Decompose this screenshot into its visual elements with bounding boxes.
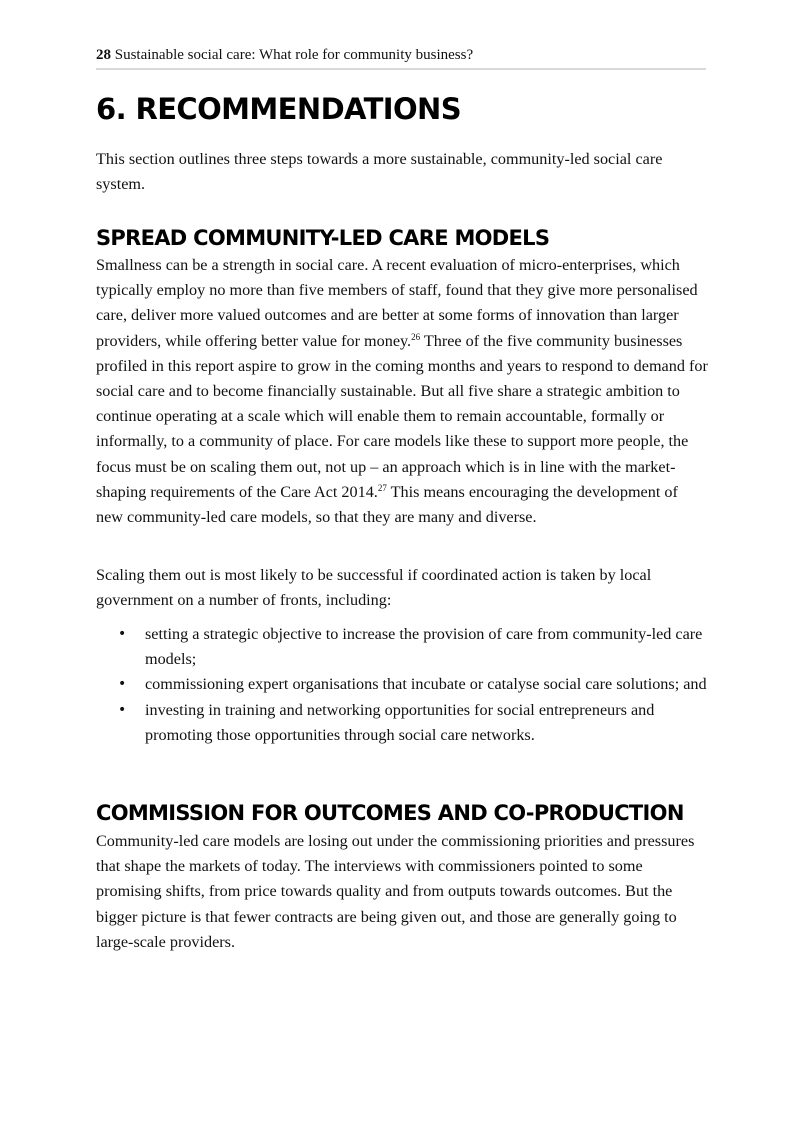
list-item-text: investing in training and networking opportunities for social entrepreneurs and promoting those opportunities through social care networks. [145,700,655,744]
section-heading-spread-models: SPREAD COMMUNITY-LED CARE MODELS [96,226,550,250]
bullet-icon: • [118,626,127,642]
paragraph-text: Smallness can be a strength in social care. A recent evaluation of micro-enterprises, which typically employ no more than five members of staff, found that they give more personalised care, deliver more valued outcomes and are better at some forms of innovation than larger providers, while offering better value for money. [96,256,698,350]
footnote-ref[interactable]: 26 [411,331,421,342]
section-heading-commission: COMMISSION FOR OUTCOMES AND CO-PRODUCTION [96,801,684,825]
bullet-icon: • [118,676,127,693]
footnote-ref[interactable]: 27 [377,482,387,493]
chapter-title: 6. RECOMMENDATIONS [96,92,462,126]
bullet-icon: • [118,701,127,718]
section-paragraph: Scaling them out is most likely to be successful if coordinated action is taken by local government on a number of fronts, including: [96,566,652,610]
running-header [96,47,706,70]
list-item-text: commissioning expert organisations that incubate or catalyse social care solutions; and [145,675,707,694]
bullet-list [96,622,708,748]
page-number: 28 [96,47,111,63]
paragraph-text: This means encouraging the development of new community-led care models, so that they are many and diverse. [96,482,678,527]
section-paragraph: Community-led care models are losing out under the commissioning priorities and pressures that shape the markets of today. The interviews with commissioners pointed to some promising shifts, from price towards quality and from outputs towards outcomes. But the bigger picture is that fewer contracts are being given out, and those are generally going to large-scale providers. [96,832,695,951]
paragraph-text: Three of the five community businesses profiled in this report aspire to grow in the coming months and years to respond to demand for social care and to become financially sustainable. But all five share a strategic ambition to continue operating at a scale which will enable them to remain accountable, formally or informally, to a community of place. For care models like these to support more people, the focus must be on scaling them out, not up – an approach which is in line with the market-shaping requirements of the Care Act 2014. [96,331,708,501]
document-title: Sustainable social care: What role for community business? [114,47,474,63]
chapter-intro: This section outlines three steps towards a more sustainable, community-led social care system. [96,150,663,194]
list-item [96,622,708,672]
list-item [96,698,708,748]
list-item [96,672,708,697]
section-paragraph [96,253,708,530]
list-item-text: setting a strategic objective to increase the provision of care from community-led care models; [145,625,703,669]
